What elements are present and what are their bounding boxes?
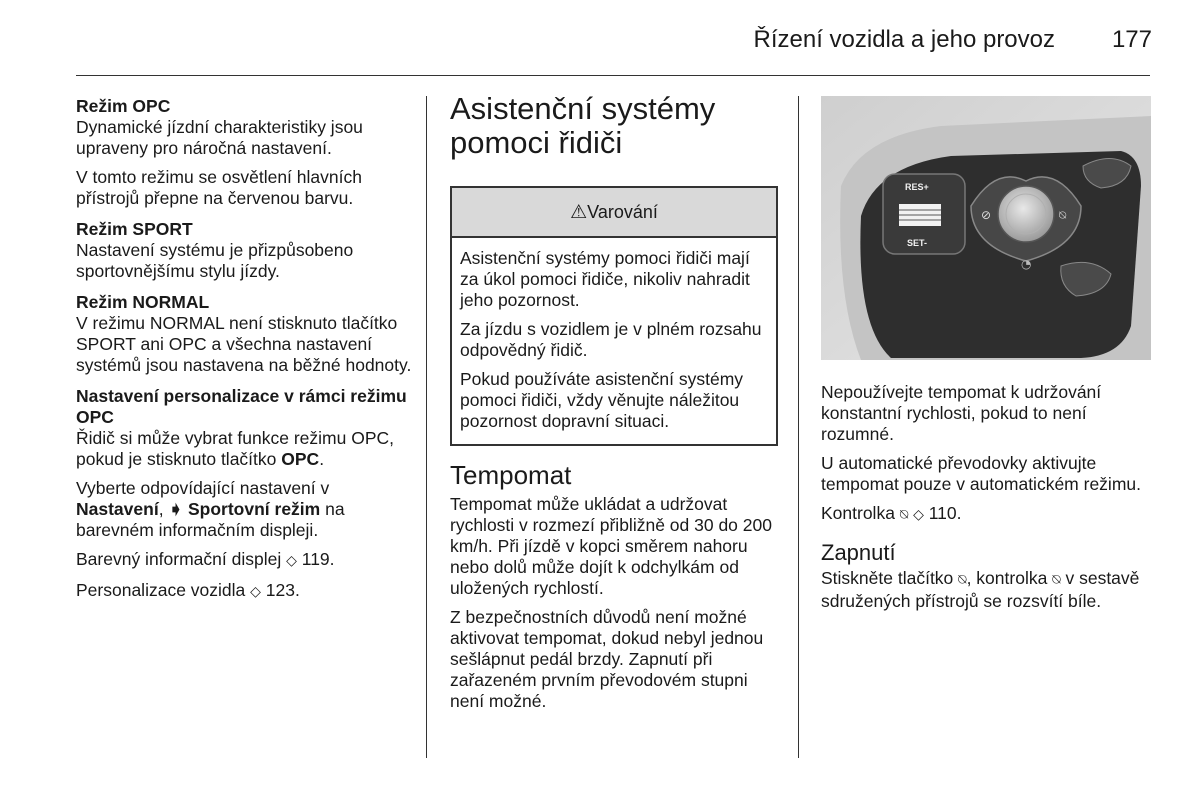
reference-display	[76, 549, 416, 572]
warning-paragraph-1: Asistenční systémy pomoci řidiči mají za úkol pomoci řidiče, nikoliv nahradit jeho pozornost.	[460, 248, 750, 310]
limiter-icon: ◔	[1021, 257, 1032, 271]
sport-heading: Režim SPORT	[76, 219, 193, 239]
warning-box	[450, 186, 778, 446]
page-header-title: Řízení vozidla a jeho provoz	[753, 26, 1055, 53]
personalization-heading: Nastavení personalizace v rámci režimu OPC	[76, 386, 407, 427]
cruise-control-icon: ⍉	[1052, 572, 1061, 588]
right-paragraph-1: Nepoužívejte tempomat k udržování konstantní rychlosti, pokud to není rozumné.	[821, 382, 1102, 444]
zap-text-c: v sestavě sdružených přístrojů se rozsvítí bíle.	[821, 568, 1140, 611]
opc-heading: Režim OPC	[76, 96, 171, 116]
opc-paragraph-2: V tomto režimu se osvětlení hlavních přístrojů přepne na červenou barvu.	[76, 167, 362, 208]
cancel-icon: ⊘	[981, 208, 992, 222]
zapnuti-heading: Zapnutí	[821, 540, 896, 565]
opc-paragraph-1: Dynamické jízdní charakteristiky jsou upraveny pro náročná nastavení.	[76, 117, 363, 158]
tempomat-paragraph-2: Z bezpečnostních důvodů není možné aktivovat tempomat, dokud nebyl jednou sešlápnut pedál brzdy. Zapnutí při zařazeném prvním převodovém stupni není možné.	[450, 607, 764, 711]
warning-triangle-icon: ⚠	[570, 200, 588, 223]
normal-paragraph: V režimu NORMAL není stisknuto tlačítko SPORT ani OPC a všechna nastavení systémů jsou nastavena na běžné hodnoty.	[76, 313, 412, 375]
indicator-page: 110.	[928, 503, 962, 523]
tempomat-paragraph-1: Tempomat může ukládat a udržovat rychlosti v rozmezí přibližně od 30 do 200 km/h. Při jízdě v kopci směrem nahoru nebo dolů může dojít k odchylkám od uložených rychlostí.	[450, 494, 772, 598]
pers2-text: Vyberte odpovídající nastavení v	[76, 478, 330, 498]
ref-display-text: Barevný informační displej	[76, 549, 282, 569]
sport-paragraph: Nastavení systému je přizpůsobeno sportovnějšímu stylu jízdy.	[76, 240, 354, 281]
reference-arrow-icon: ◇	[250, 584, 261, 600]
tempomat-heading: Tempomat	[450, 460, 572, 490]
column-divider-right	[798, 96, 799, 758]
normal-heading: Režim NORMAL	[76, 292, 210, 312]
cruise-control-icon: ⍉	[958, 572, 967, 588]
column-middle	[450, 92, 780, 720]
pers2-comma: ,	[158, 499, 164, 519]
cruise-icon: ⍉	[1059, 208, 1067, 222]
opc-button-label: OPC	[281, 449, 320, 469]
pers-period: .	[319, 449, 325, 469]
right-paragraph-2: U automatické převodovky aktivujte tempomat pouze v automatickém režimu.	[821, 453, 1141, 494]
ref-display-page: 119.	[301, 549, 335, 569]
column-left	[76, 96, 416, 611]
pers2-tail: na barevném informačním displeji.	[76, 499, 345, 540]
warning-paragraph-2: Za jízdu s vozidlem je v plném rozsahu odpovědný řidič.	[460, 319, 762, 360]
personalization-paragraph-2	[76, 478, 416, 541]
personalization-paragraph-1	[76, 428, 416, 470]
warning-paragraph-3: Pokud používáte asistenční systémy pomoci řidiči, vždy věnujte náležitou pozornost dopravní situaci.	[460, 369, 744, 431]
zapnuti-paragraph	[821, 568, 1151, 612]
warning-title: Varování	[587, 201, 658, 222]
warning-header	[452, 188, 776, 238]
reference-arrow-icon: ◇	[913, 507, 924, 523]
warning-body	[452, 238, 776, 444]
settings-menu-label: Nastavení	[76, 499, 159, 519]
sport-mode-menu-label: Sportovní režim	[187, 499, 321, 519]
column-right	[821, 96, 1151, 620]
steering-wheel-controls-photo	[821, 96, 1151, 360]
indicator-text: Kontrolka	[821, 503, 895, 523]
zap-text-a: Stiskněte tlačítko	[821, 568, 954, 588]
reference-arrow-icon: ◇	[286, 553, 297, 569]
column-divider-left	[426, 96, 427, 758]
ref-pers-page: 123.	[265, 580, 300, 600]
pers-text: Řidič si může vybrat funkce režimu OPC, pokud je stisknuto tlačítko	[76, 428, 395, 469]
cruise-control-icon: ⍉	[899, 507, 909, 523]
ref-pers-text: Personalizace vozidla	[76, 580, 246, 600]
right-paragraph-3	[821, 503, 1151, 526]
reference-personalization	[76, 580, 416, 603]
res-label: RES+	[905, 182, 929, 192]
section-heading-assist: Asistenční systémy pomoci řidiči	[450, 91, 716, 160]
page-number: 177	[1111, 26, 1152, 53]
zap-text-b: , kontrolka	[966, 568, 1048, 588]
menu-arrow-icon: ➧	[168, 499, 184, 519]
header-divider	[76, 75, 1150, 76]
set-label: SET-	[907, 238, 928, 248]
